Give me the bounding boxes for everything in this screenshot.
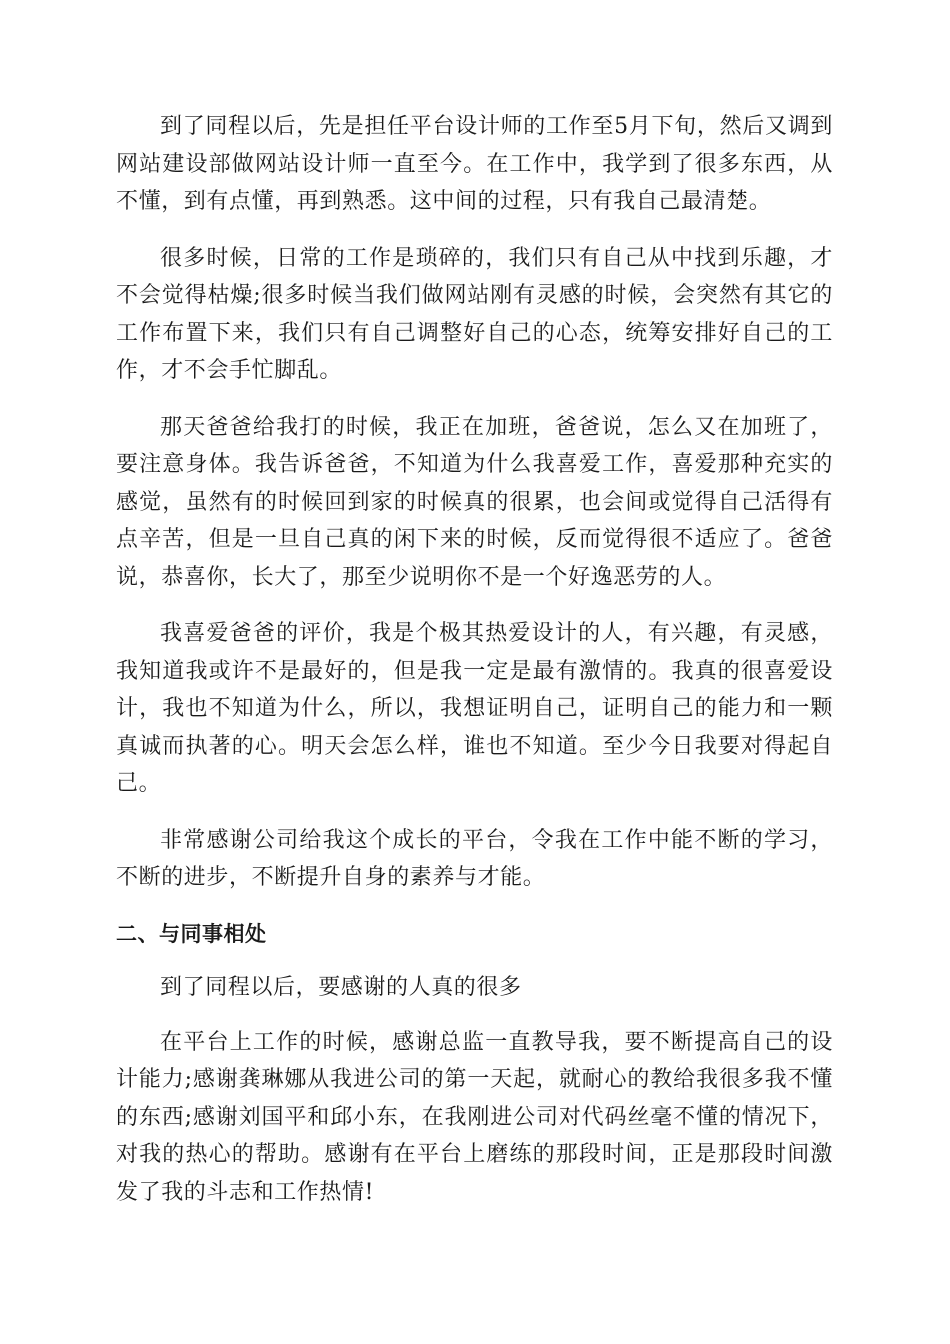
paragraph-father-call: 那天爸爸给我打的时候，我正在加班，爸爸说，怎么又在加班了，要注意身体。我告诉爸爸，不知道为什么我喜爱工作，喜爱那种充实的感觉，虽然有的时候回到家的时候真的很累，也会间或觉得自己活得有点辛苦，但是一旦自己真的闲下来的时候，反而觉得很不适应了。爸爸说，恭喜你，长大了，那至少说明你不是一个好逸恶劳的人。 bbox=[116, 414, 833, 590]
paragraph-thanks-intro: 到了同程以后，要感谢的人真的很多 bbox=[160, 975, 522, 1000]
paragraph-thanks-company: 非常感谢公司给我这个成长的平台，令我在工作中能不断的学习，不断的进步，不断提升自身的素养与才能。 bbox=[116, 827, 833, 890]
document-page bbox=[116, 108, 833, 1230]
section-heading: 二、与同事相处 bbox=[116, 921, 267, 946]
paragraph-thanks-colleagues: 在平台上工作的时候，感谢总监一直教导我，要不断提高自己的设计能力;感谢龚琳娜从我进公司的第一天起，就耐心的教给我很多我不懂的东西;感谢刘国平和邱小东，在我刚进公司对代码丝毫不懂的情况下，对我的热心的帮助。感谢有在平台上磨练的那段时间，正是那段时间激发了我的斗志和工作热情! bbox=[116, 1029, 833, 1205]
paragraph-passion-design: 我喜爱爸爸的评价，我是个极其热爱设计的人，有兴趣，有灵感，我知道我或许不是最好的，但是我一定是最有激情的。我真的很喜爱设计，我也不知道为什么，所以，我想证明自己，证明自己的能力和一颗真诚而执著的心。明天会怎么样，谁也不知道。至少今日我要对得起自己。 bbox=[116, 621, 833, 796]
paragraph-daily-work: 很多时候，日常的工作是琐碎的，我们只有自己从中找到乐趣，才不会觉得枯燥;很多时候当我们做网站刚有灵感的时候，会突然有其它的工作布置下来，我们只有自己调整好自己的心态，统筹安排好自己的工作，才不会手忙脚乱。 bbox=[116, 245, 833, 383]
paragraph-work-experience: 到了同程以后，先是担任平台设计师的工作至5月下旬，然后又调到网站建设部做网站设计师一直至今。在工作中，我学到了很多东西，从不懂，到有点懂，再到熟悉。这中间的过程，只有我自己最清楚。 bbox=[116, 114, 833, 214]
